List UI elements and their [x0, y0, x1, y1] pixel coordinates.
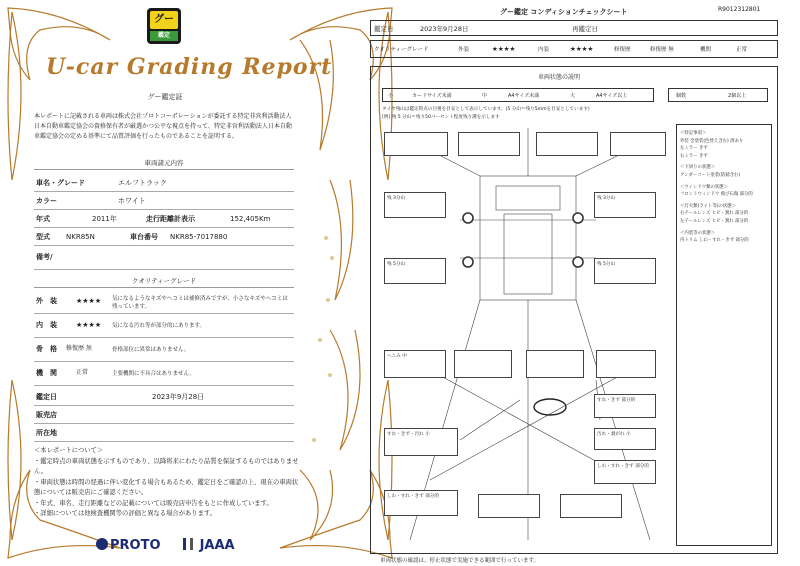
model-label: 車名・グレード: [36, 179, 85, 187]
tire-box-rear-left: [384, 258, 446, 284]
panel-box: [458, 132, 520, 156]
panel-box: [560, 494, 622, 518]
reappraisal-label: 再鑑定日: [572, 25, 598, 33]
type-row: [34, 228, 294, 246]
note-line: 右テールレンズ ヒビ・割れ 部分的: [680, 211, 749, 217]
odometer-label: 走行距離計表示: [146, 215, 195, 223]
dealer-label: 販売店: [36, 411, 57, 419]
scratch-5-label: しわ・すれ・きず 部分的: [387, 494, 439, 499]
remarks-row: [34, 248, 294, 270]
sheet-footer: 車両状態の確認は、停止状態で実施できる範囲で行っています。: [380, 558, 540, 564]
note-line: 内トリム しわ・すれ・きず 部分的: [680, 238, 749, 244]
tire-rr-label: 残 5分山: [597, 262, 616, 267]
scratch-box-1: [594, 394, 656, 418]
interior-stars: ★★★★: [76, 321, 102, 329]
size-large-label: 大: [570, 93, 576, 99]
sheet-title: グー鑑定 コンディションチェックシート: [500, 8, 628, 16]
vehicle-section-title: 車両諸元内容: [34, 158, 294, 170]
chassis-label: 車台番号: [130, 233, 158, 241]
year-label: 年式: [36, 215, 50, 223]
panel-box: [596, 350, 656, 378]
certificate-subtitle: グー鑑定証: [147, 93, 183, 101]
scratch-box-3: [594, 428, 656, 450]
notes-heading-windows: ＜ウィンドウ類の状態＞: [680, 184, 729, 190]
note-item: ・鑑定時点の車両状態を示すものであり、以降将来にわたり品質を保証するものではありません。: [34, 457, 299, 475]
repair-history-label: 修復歴: [614, 47, 631, 53]
tire-box-front-right: [594, 192, 656, 218]
color-label: カラー: [36, 197, 57, 205]
special-notes: [680, 130, 772, 245]
scratch-4-label: しわ・すれ・きず 部分的: [597, 464, 649, 469]
exterior-label: 外 装: [36, 297, 57, 305]
mechanism-value: 正常: [736, 47, 748, 53]
certificate-number: R9012312801: [718, 6, 761, 13]
size-large-desc: A4サイズ以上: [596, 93, 628, 99]
scratch-box-2: [384, 428, 458, 456]
proto-logo-icon: [96, 538, 108, 550]
note-line: 左テールレンズ ヒビ・割れ 部分的: [680, 218, 749, 224]
size-mid-label: 中: [482, 93, 488, 99]
color-value: ホワイト: [118, 197, 146, 205]
repair-row: [34, 340, 294, 362]
interior-label: 内装: [538, 47, 550, 53]
year-value: 2011年: [92, 215, 117, 223]
tire-fr-label: 残 3分山: [597, 196, 616, 201]
note-item: ・年式、車名、走行距離などの記載については販売店申告をもとに作成しています。: [34, 499, 273, 507]
panel-box: [454, 350, 512, 378]
badge-top-text: グー: [150, 11, 178, 29]
condition-title: 車両状態の説明: [538, 74, 581, 81]
exterior-desc: 気になるようなキズやヘコミは補修済みですが、小さなキズやヘコミは残っています。: [112, 296, 288, 310]
note-item: ・詳細については他検査機関等の評価と異なる場合があります。: [34, 510, 216, 517]
quality-grade-label: クオリティーグレード: [374, 47, 429, 53]
note-line: 左ミラー きず: [680, 146, 708, 152]
badge-bottom-text: 鑑定: [150, 31, 178, 41]
tire-fl-label: 残 3分山: [387, 196, 406, 201]
quality-section-title: クオリティーグレード: [34, 276, 294, 288]
note-line: フロントウィンドウ 飛び石傷 部分的: [680, 192, 753, 198]
mechanism-label: 機関: [700, 47, 712, 53]
note-line: 右ミラー きず: [680, 153, 708, 159]
tire-example: [例] 残 5 分山＝残り50パーセント程度残り溝を示します: [382, 115, 500, 120]
mechanism-desc: 主要機関に不具合はありません。: [112, 371, 195, 377]
size-mid-desc: A4サイズ未満: [508, 93, 540, 99]
year-row: [34, 210, 294, 228]
notes-heading-interior: ＜内装等の状態＞: [680, 230, 716, 236]
panel-box: [384, 132, 448, 156]
interior-row: [34, 316, 294, 338]
panel-box: [610, 132, 666, 156]
color-row: [34, 192, 294, 210]
intro-text: 本レポートに記載される車両は株式会社プロトコーポレーションが委託する特定非営利活動法人日本自動車鑑定協会の資格保有者が厳選かつ公平な視点を持って、特定非営利活動法人日本自動車鑑定協会の定める基準にて品質評価を行ったものであることを証明する。: [34, 113, 292, 140]
notes-heading-special: ＜特記事項＞: [680, 131, 707, 136]
note-line: アンダーコート塗装(防錆含む): [680, 172, 741, 178]
condition-check-sheet: [374, 0, 800, 566]
date-row: [34, 388, 294, 406]
scratch-3-label: 汚れ・剥がれ 小: [597, 432, 631, 437]
tire-rl-label: 残 5分山: [387, 262, 406, 267]
dealer-row: [34, 406, 294, 424]
model-value: エルフトラック: [118, 179, 167, 187]
repair-history-value: 修復歴 無: [650, 47, 674, 53]
count-label: 個数: [676, 93, 687, 99]
exterior-stars: ★★★★: [492, 45, 516, 53]
proto-logo: PROTO: [110, 538, 161, 553]
dent-label: へこみ 中: [387, 354, 407, 359]
panel-box: [478, 494, 540, 518]
appraisal-date-value: 2023年9月28日: [420, 25, 469, 33]
panel-box: [536, 132, 598, 156]
odometer-value: 152,405Km: [230, 215, 271, 223]
jaaa-logo: JAAA: [199, 538, 235, 553]
address-row: [34, 424, 294, 442]
remarks-label: 備考/: [36, 253, 53, 261]
repair-value: 修復歴 無: [66, 345, 92, 352]
mechanism-row: [34, 364, 294, 386]
appraisal-date-label: 鑑定日: [374, 25, 394, 33]
jaaa-logo-icon: [183, 538, 193, 550]
size-small-label: 小: [388, 93, 394, 99]
goo-badge-logo: [147, 8, 181, 44]
mechanism-value: 正常: [76, 369, 89, 376]
scratch-2-label: すれ・きず・汚れ 小: [387, 432, 430, 437]
footer-logos: [96, 538, 235, 553]
scratch-1-label: すれ・きず 部分的: [597, 398, 636, 403]
report-script-title: U-car Grading Report: [46, 54, 333, 80]
size-small-desc: カードサイズ未満: [412, 93, 452, 99]
count-value: 2個以上: [728, 93, 747, 99]
report-notes: [34, 446, 304, 520]
type-value: NKR85N: [66, 233, 95, 241]
tire-note: タイヤ残山は鑑定時点の目視を目安として表示しています。(5 分山＝残り5mmを目安としています): [382, 107, 590, 112]
type-label: 型式: [36, 233, 50, 241]
date-label: 鑑定日: [36, 393, 57, 401]
exterior-label: 外装: [458, 47, 470, 53]
exterior-row: [34, 292, 294, 314]
chassis-value: NKR85-7017880: [170, 233, 228, 241]
interior-desc: 気になる汚れ等が部分的にあります。: [112, 323, 206, 329]
notes-heading-underbody: ＜下回りの状態＞: [680, 165, 716, 171]
address-label: 所在地: [36, 429, 57, 437]
tire-box-rear-right: [594, 258, 656, 284]
tire-box-front-left: [384, 192, 446, 218]
model-row: [34, 174, 294, 192]
interior-stars: ★★★★: [570, 45, 594, 53]
repair-desc: 骨格部位に異常はありません。: [112, 347, 190, 353]
interior-label: 内 装: [36, 321, 57, 329]
mechanism-label: 機 関: [36, 369, 57, 377]
scratch-box-4: [594, 460, 656, 484]
notes-heading-lights: ＜灯火類(ライト等)の状態＞: [680, 203, 736, 209]
panel-box: [526, 350, 584, 378]
date-value: 2023年9月28日: [152, 393, 205, 401]
exterior-stars: ★★★★: [76, 297, 102, 305]
note-item: ・車両状態は時間の経過に伴い変化する場合もあるため、鑑定日をご確認の上、現在の車両状態については販売店にご確認ください。: [34, 478, 299, 496]
notes-heading: ＜本レポートについて＞: [34, 447, 104, 454]
repair-label: 骨 格: [36, 345, 57, 353]
dent-box: [384, 350, 446, 378]
scratch-box-5: [384, 490, 458, 516]
note-line: 外装 全塗装(色替え含む) 済あり: [680, 138, 744, 144]
